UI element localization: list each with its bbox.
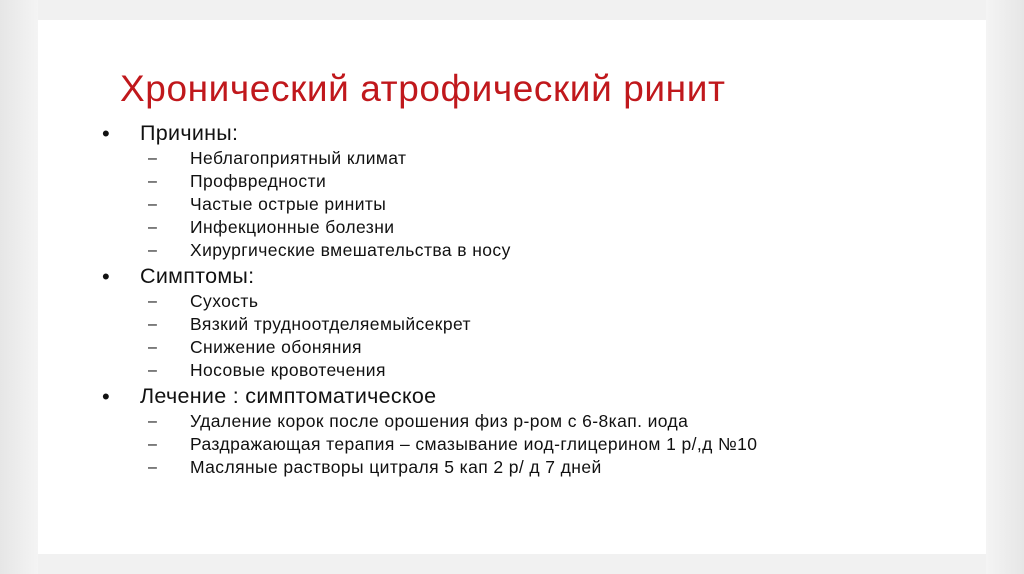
list-item-text: Неблагоприятный климат: [190, 148, 407, 168]
list-item-text: Масляные растворы цитраля 5 кап 2 р/ д 7 дней: [190, 457, 602, 477]
dash-icon: –: [148, 362, 158, 379]
slide-title: Хронический атрофический ринит: [120, 68, 726, 109]
dash-icon: –: [148, 436, 158, 453]
dash-icon: –: [148, 459, 158, 476]
list-item-text: Сухость: [190, 291, 259, 311]
list-item: [98, 239, 968, 262]
list-item: [98, 313, 968, 336]
section-heading: [98, 383, 968, 410]
dash-icon: –: [148, 196, 158, 213]
list-item: [98, 433, 968, 456]
list-item-text: Вязкий трудноотделяемыйсекрет: [190, 314, 471, 334]
list-item: [98, 359, 968, 382]
bullet-icon: •: [102, 384, 111, 409]
section-treatment: [98, 383, 968, 479]
bullet-icon: •: [102, 264, 111, 289]
list-item-text: Удаление корок после орошения физ р-ром с 6-8кап. иода: [190, 411, 689, 431]
list-item: [98, 290, 968, 313]
list-item-text: Снижение обоняния: [190, 337, 362, 357]
list-item-text: Хирургические вмешательства в носу: [190, 240, 511, 260]
section-heading-text: Лечение : симптоматическое: [140, 384, 437, 408]
slide-right-margin: [986, 0, 1024, 574]
dash-icon: –: [148, 413, 158, 430]
section-heading: [98, 120, 968, 147]
list-item: [98, 147, 968, 170]
section-symptoms: [98, 263, 968, 382]
slide-content: [98, 120, 968, 479]
list-item: [98, 170, 968, 193]
list-item: [98, 456, 968, 479]
list-item: [98, 216, 968, 239]
list-item: [98, 336, 968, 359]
dash-icon: –: [148, 316, 158, 333]
list-item-text: Раздражающая терапия – смазывание иод-глицерином 1 р/,д №10: [190, 434, 758, 454]
list-item-text: Инфекционные болезни: [190, 217, 395, 237]
slide-left-margin: [0, 0, 38, 574]
dash-icon: –: [148, 242, 158, 259]
bullet-icon: •: [102, 121, 111, 146]
dash-icon: –: [148, 173, 158, 190]
section-causes: [98, 120, 968, 262]
section-heading-text: Симптомы:: [140, 264, 255, 288]
section-heading: [98, 263, 968, 290]
dash-icon: –: [148, 219, 158, 236]
list-item-text: Частые острые риниты: [190, 194, 387, 214]
dash-icon: –: [148, 293, 158, 310]
section-heading-text: Причины:: [140, 121, 239, 145]
list-item-text: Профвредности: [190, 171, 327, 191]
list-item-text: Носовые кровотечения: [190, 360, 386, 380]
dash-icon: –: [148, 339, 158, 356]
list-item: [98, 410, 968, 433]
dash-icon: –: [148, 150, 158, 167]
slide: [38, 20, 986, 554]
list-item: [98, 193, 968, 216]
